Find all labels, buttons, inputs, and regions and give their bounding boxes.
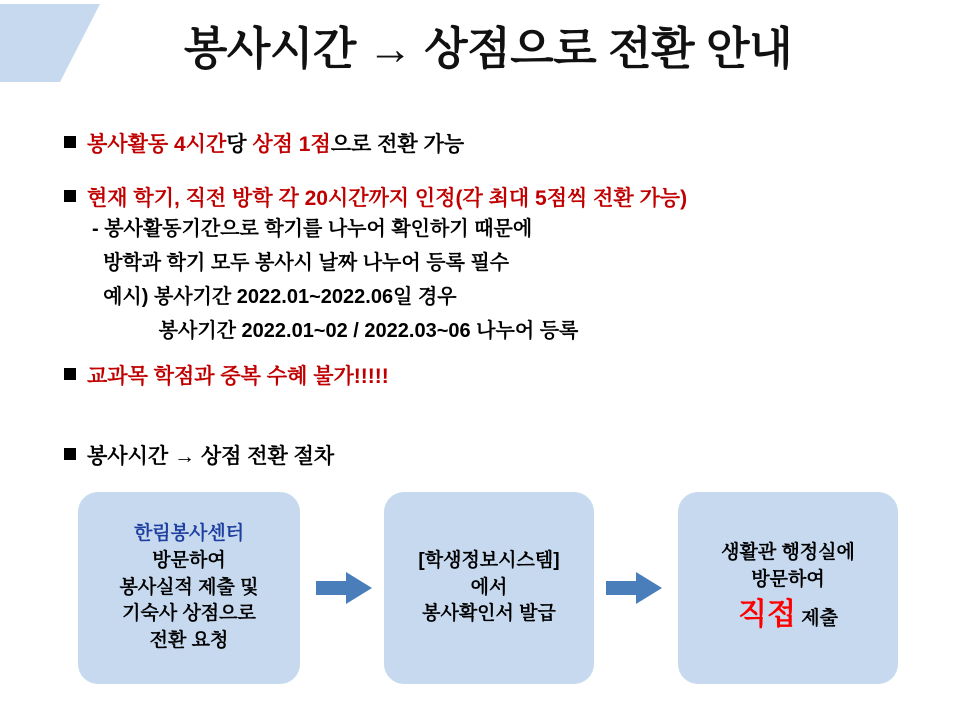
bullet-item-2 xyxy=(64,182,687,212)
flow-step-2-line-2: 에서 xyxy=(470,576,508,598)
flow-step-1-line-1: 한림봉사센터 xyxy=(133,522,245,544)
slide-header xyxy=(0,0,960,88)
flow-step-1-line-5: 전환 요청 xyxy=(149,630,229,652)
square-bullet-icon xyxy=(64,190,76,202)
sub-line-4: 봉사기간 2022.01~02 / 2022.03~06 나누어 등록 xyxy=(92,320,579,342)
square-bullet-icon xyxy=(64,368,76,380)
bullet-item-4 xyxy=(64,440,334,470)
flow-step-3-line-1: 생활관 행정실에 xyxy=(721,541,855,563)
bullet-item-1 xyxy=(64,128,464,158)
flow-step-3-suffix: 제출 xyxy=(795,607,838,629)
flow-step-1-line-2: 방문하여 xyxy=(152,549,226,571)
bullet-2-text: 현재 학기, 직전 방학 각 20시간까지 인정(각 최대 5점씩 전환 가능) xyxy=(87,187,688,210)
sub-line-2: 방학과 학기 모두 봉사시 날짜 나누어 등록 필수 xyxy=(92,252,510,274)
sub-line-3: 예시) 봉사기간 2022.01~2022.06일 경우 xyxy=(92,286,457,308)
page-title: 봉사시간 → 상점으로 전환 안내 xyxy=(183,22,793,74)
flow-arrow-2-icon xyxy=(606,572,662,604)
square-bullet-icon xyxy=(64,448,76,460)
flow-step-1-line-3: 봉사실적 제출 및 xyxy=(119,576,259,598)
flow-step-3-line-3 xyxy=(738,594,838,637)
flow-arrow-1-icon xyxy=(316,572,372,604)
sub-line-1: - 봉사활동기간으로 학기를 나누어 확인하기 때문에 xyxy=(92,218,533,240)
process-flow-diagram xyxy=(78,492,898,684)
bullet-1-text xyxy=(87,128,464,158)
bullet-1-seg-3: 상점 1점 xyxy=(252,133,331,156)
bullet-item-3 xyxy=(64,360,389,390)
flow-step-3-line-2: 방문하여 xyxy=(751,568,825,590)
flow-step-1 xyxy=(78,492,300,684)
flow-step-2-line-3: 봉사확인서 발급 xyxy=(422,603,556,625)
square-bullet-icon xyxy=(64,136,76,148)
bullet-1-seg-4: 으로 전환 가능 xyxy=(330,133,465,156)
bullet-1-seg-2: 당 xyxy=(226,133,253,156)
flow-step-3 xyxy=(678,492,898,684)
flow-step-3-emphasis: 직접 xyxy=(738,597,796,631)
bullet-4-text: 봉사시간 → 상점 전환 절차 xyxy=(87,445,335,468)
flow-step-2-line-1: [학생정보시스템] xyxy=(418,549,560,571)
bullet-1-seg-1: 봉사활동 4시간 xyxy=(87,133,227,156)
bullet-3-text: 교과목 학점과 중복 수혜 불가!!!!! xyxy=(87,365,389,388)
flow-step-1-line-4: 기숙사 상점으로 xyxy=(122,603,256,625)
flow-step-2 xyxy=(384,492,594,684)
